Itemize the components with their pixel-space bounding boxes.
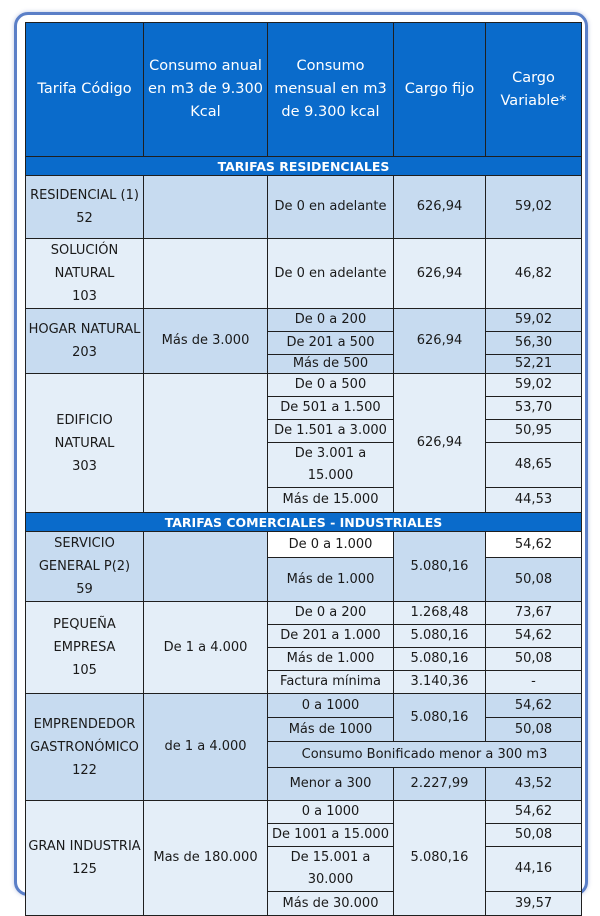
consumo-mensual-cell: Más de 1.000 (268, 648, 394, 671)
tariff-code: 105 (72, 663, 97, 678)
tariff-code: 203 (72, 345, 97, 360)
header-row (26, 23, 582, 157)
cargo-variable-cell: 43,52 (486, 768, 582, 801)
header-consumo-mensual: Consumo mensual en m3 de 9.300 kcal (268, 23, 394, 157)
consumo-anual-cell (144, 374, 268, 513)
tariff-code: 59 (76, 582, 93, 597)
cargo-variable-cell: 44,16 (486, 847, 582, 892)
cargo-variable-cell: 50,08 (486, 648, 582, 671)
consumo-mensual-cell: Más de 1000 (268, 718, 394, 742)
consumo-mensual-cell: Más de 15.000 (268, 488, 394, 513)
consumo-mensual-cell: 0 a 1000 (268, 694, 394, 718)
consumo-mensual-cell: Más de 30.000 (268, 892, 394, 916)
cargo-variable-cell: 59,02 (486, 176, 582, 239)
section-row (26, 157, 582, 176)
header-cargo-fijo: Cargo fijo (394, 23, 486, 157)
header-cargo-variable: Cargo Variable* (486, 23, 582, 157)
consumo-mensual-cell: De 3.001 a 15.000 (268, 443, 394, 488)
cargo-variable-cell: 46,82 (486, 239, 582, 309)
tariff-code: 52 (76, 211, 93, 226)
tariff-name: RESIDENCIAL (1) (30, 188, 139, 203)
cargo-variable-cell: 52,21 (486, 355, 582, 374)
section-residenciales: TARIFAS RESIDENCIALES (26, 157, 582, 176)
consumo-mensual-cell: Más de 500 (268, 355, 394, 374)
consumo-mensual-cell: De 15.001 a 30.000 (268, 847, 394, 892)
tariff-name-cell (26, 176, 144, 239)
consumo-mensual-cell: Menor a 300 (268, 768, 394, 801)
cargo-variable-cell: 50,08 (486, 558, 582, 602)
tariff-name: GRAN INDUSTRIA (28, 839, 141, 854)
cargo-fijo-cell: 626,94 (394, 239, 486, 309)
cargo-fijo-cell: 626,94 (394, 374, 486, 513)
table-row (26, 602, 582, 625)
tariff-code: 122 (72, 762, 97, 778)
table-row (26, 374, 582, 397)
consumo-mensual-cell: De 0 en adelante (268, 176, 394, 239)
consumo-mensual-cell: Factura mínima (268, 671, 394, 694)
cargo-variable-cell: 44,53 (486, 488, 582, 513)
cargo-fijo-cell: 5.080,16 (394, 801, 486, 916)
tariff-name: EDIFICIO NATURAL (54, 412, 115, 451)
cargo-variable-cell: 53,70 (486, 397, 582, 420)
tariff-name: PEQUEÑA EMPRESA (53, 617, 116, 655)
table-row (26, 532, 582, 558)
tariff-name-cell (26, 801, 144, 916)
header-tarifa: Tarifa Código (26, 23, 144, 157)
consumo-anual-cell (144, 239, 268, 309)
cargo-fijo-cell: 5.080,16 (394, 648, 486, 671)
cargo-fijo-cell: 5.080,16 (394, 625, 486, 648)
table-row (26, 176, 582, 239)
consumo-mensual-cell: 0 a 1000 (268, 801, 394, 824)
cargo-variable-cell: 59,02 (486, 309, 582, 332)
consumo-mensual-cell: De 0 en adelante (268, 239, 394, 309)
cargo-fijo-cell: 2.227,99 (394, 768, 486, 801)
cargo-variable-cell: 48,65 (486, 443, 582, 488)
tariff-name-cell (26, 239, 144, 309)
cargo-variable-cell: 39,57 (486, 892, 582, 916)
tariff-name-cell (26, 374, 144, 513)
table-row (26, 694, 582, 718)
table-row (26, 239, 582, 309)
consumo-anual-cell: De 1 a 4.000 (144, 602, 268, 694)
cargo-fijo-cell: 3.140,36 (394, 671, 486, 694)
header-consumo-anual: Consumo anual en m3 de 9.300 Kcal (144, 23, 268, 157)
cargo-variable-cell: 56,30 (486, 332, 582, 355)
tariff-name-cell (26, 694, 144, 801)
tariff-name-cell (26, 309, 144, 374)
tariff-table-frame (14, 12, 588, 911)
section-comerciales: TARIFAS COMERCIALES - INDUSTRIALES (26, 513, 582, 532)
cargo-variable-cell: 50,95 (486, 420, 582, 443)
bonificado-note: Consumo Bonificado menor a 300 m3 (268, 742, 582, 768)
tariff-code: 303 (72, 458, 97, 474)
tariff-name: SERVICIO GENERAL P(2) (38, 536, 131, 574)
tariff-name: HOGAR NATURAL (28, 322, 141, 337)
tariff-name: EMPRENDEDOR GASTRONÓMICO (30, 716, 139, 755)
consumo-anual-cell (144, 176, 268, 239)
consumo-mensual-cell: Más de 1.000 (268, 558, 394, 602)
tariff-name-cell (26, 602, 144, 694)
cargo-variable-cell: 54,62 (486, 625, 582, 648)
consumo-mensual-cell: De 501 a 1.500 (268, 397, 394, 420)
consumo-mensual-cell: De 0 a 1.000 (268, 532, 394, 558)
cargo-fijo-cell: 626,94 (394, 176, 486, 239)
consumo-anual-cell (144, 532, 268, 602)
consumo-mensual-cell: De 201 a 1.000 (268, 625, 394, 648)
consumo-mensual-cell: De 1001 a 15.000 (268, 824, 394, 847)
tariff-name: SOLUCIÓN NATURAL (50, 243, 119, 281)
cargo-fijo-cell: 5.080,16 (394, 694, 486, 742)
cargo-variable-cell: 54,62 (486, 694, 582, 718)
cargo-fijo-cell: 5.080,16 (394, 532, 486, 602)
cargo-fijo-cell: 626,94 (394, 309, 486, 374)
table-row (26, 801, 582, 824)
cargo-variable-cell: 50,08 (486, 718, 582, 742)
cargo-variable-cell: 59,02 (486, 374, 582, 397)
consumo-anual-cell: Mas de 180.000 (144, 801, 268, 916)
consumo-mensual-cell: De 0 a 500 (268, 374, 394, 397)
table-row (26, 309, 582, 332)
cargo-variable-cell: - (486, 671, 582, 694)
cargo-variable-cell: 73,67 (486, 602, 582, 625)
tariff-code: 125 (72, 862, 97, 877)
tariff-name-cell (26, 532, 144, 602)
consumo-mensual-cell: De 0 a 200 (268, 309, 394, 332)
consumo-anual-cell: de 1 a 4.000 (144, 694, 268, 801)
cargo-variable-cell: 54,62 (486, 801, 582, 824)
consumo-mensual-cell: De 0 a 200 (268, 602, 394, 625)
tariff-table (25, 22, 582, 916)
consumo-mensual-cell: De 201 a 500 (268, 332, 394, 355)
consumo-mensual-cell: De 1.501 a 3.000 (268, 420, 394, 443)
consumo-anual-cell: Más de 3.000 (144, 309, 268, 374)
section-row (26, 513, 582, 532)
tariff-code: 103 (72, 289, 97, 304)
cargo-fijo-cell: 1.268,48 (394, 602, 486, 625)
cargo-variable-cell: 54,62 (486, 532, 582, 558)
cargo-variable-cell: 50,08 (486, 824, 582, 847)
